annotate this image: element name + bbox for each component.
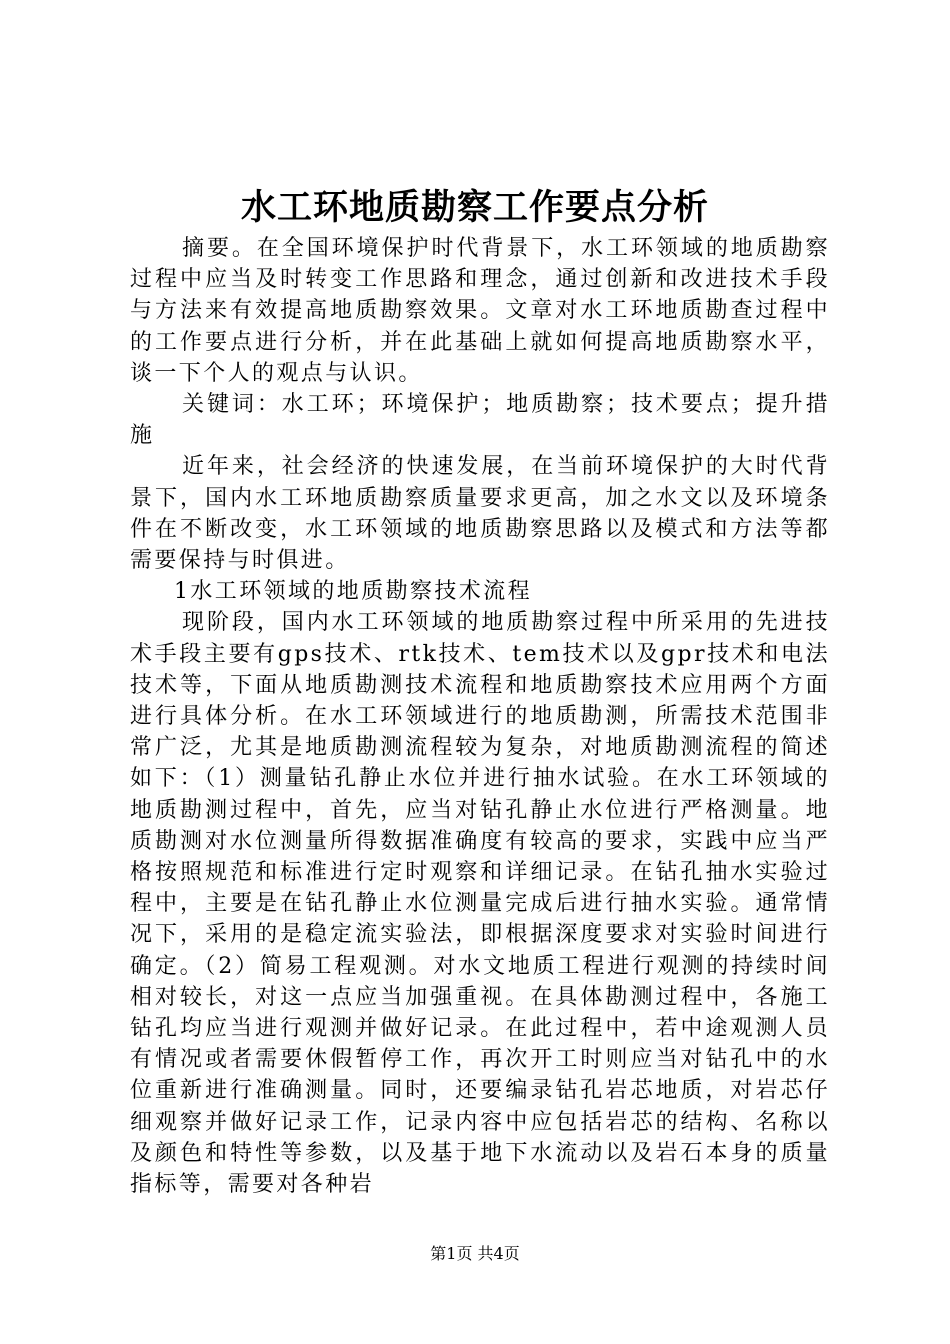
section-heading: 1水工环领域的地质勘察技术流程 bbox=[174, 579, 532, 605]
document-body bbox=[130, 233, 830, 1200]
keywords-paragraph: 关键词：水工环；环境保护；地质勘察；技术要点；提升措施 bbox=[130, 392, 830, 449]
abstract-paragraph: 摘要。在全国环境保护时代背景下，水工环领域的地质勘察过程中应当及时转变工作思路和理念，通过创新和改进技术手段与方法来有效提高地质勘察效果。文章对水工环地质勘查过程中的工作要点进行分析，并在此基础上就如何提高地质勘察水平，谈一下个人的观点与认识。 bbox=[130, 236, 830, 386]
page-footer: 第1页 共4页 bbox=[430, 1244, 520, 1263]
body-paragraph: 现阶段，国内水工环领域的地质勘察过程中所采用的先进技术手段主要有gps技术、rtk技术、tem技术以及gpr技术和电法技术等，下面从地质勘测技术流程和地质勘察技术应用两个方面进行具体分析。在水工环领域进行的地质勘测，所需技术范围非常广泛，尤其是地质勘测流程较为复杂，对地质勘测流程的简述如下：（1）测量钻孔静止水位并进行抽水试验。在水工环领域的地质勘测过程中，首先，应当对钻孔静止水位进行严格测量。地质勘测对水位测量所得数据准确度有较高的要求，实践中应当严格按照规范和标准进行定时观察和详细记录。在钻孔抽水实验过程中，主要是在钻孔静止水位测量完成后进行抽水实验。通常情况下，采用的是稳定流实验法，即根据深度要求对实验时间进行确定。（2）简易工程观测。对水文地质工程进行观测的持续时间相对较长，对这一点应当加强重视。在具体勘测过程中，各施工钻孔均应当进行观测并做好记录。在此过程中，若中途观测人员有情况或者需要休假暂停工作，再次开工时则应当对钻孔中的水位重新进行准确测量。同时，还要编录钻孔岩芯地质，对岩芯仔细观察并做好记录工作，记录内容中应包括岩芯的结构、名称以及颜色和特性等参数，以及基于地下水流动以及岩石本身的质量指标等，需要对各种岩 bbox=[130, 610, 830, 1198]
document-title: 水工环地质勘察工作要点分析 bbox=[240, 187, 709, 228]
intro-paragraph: 近年来，社会经济的快速发展，在当前环境保护的大时代背景下，国内水工环地质勘察质量要求更高，加之水文以及环境条件在不断改变，水工环领域的地质勘察思路以及模式和方法等都需要保持与时俱进。 bbox=[130, 454, 830, 574]
